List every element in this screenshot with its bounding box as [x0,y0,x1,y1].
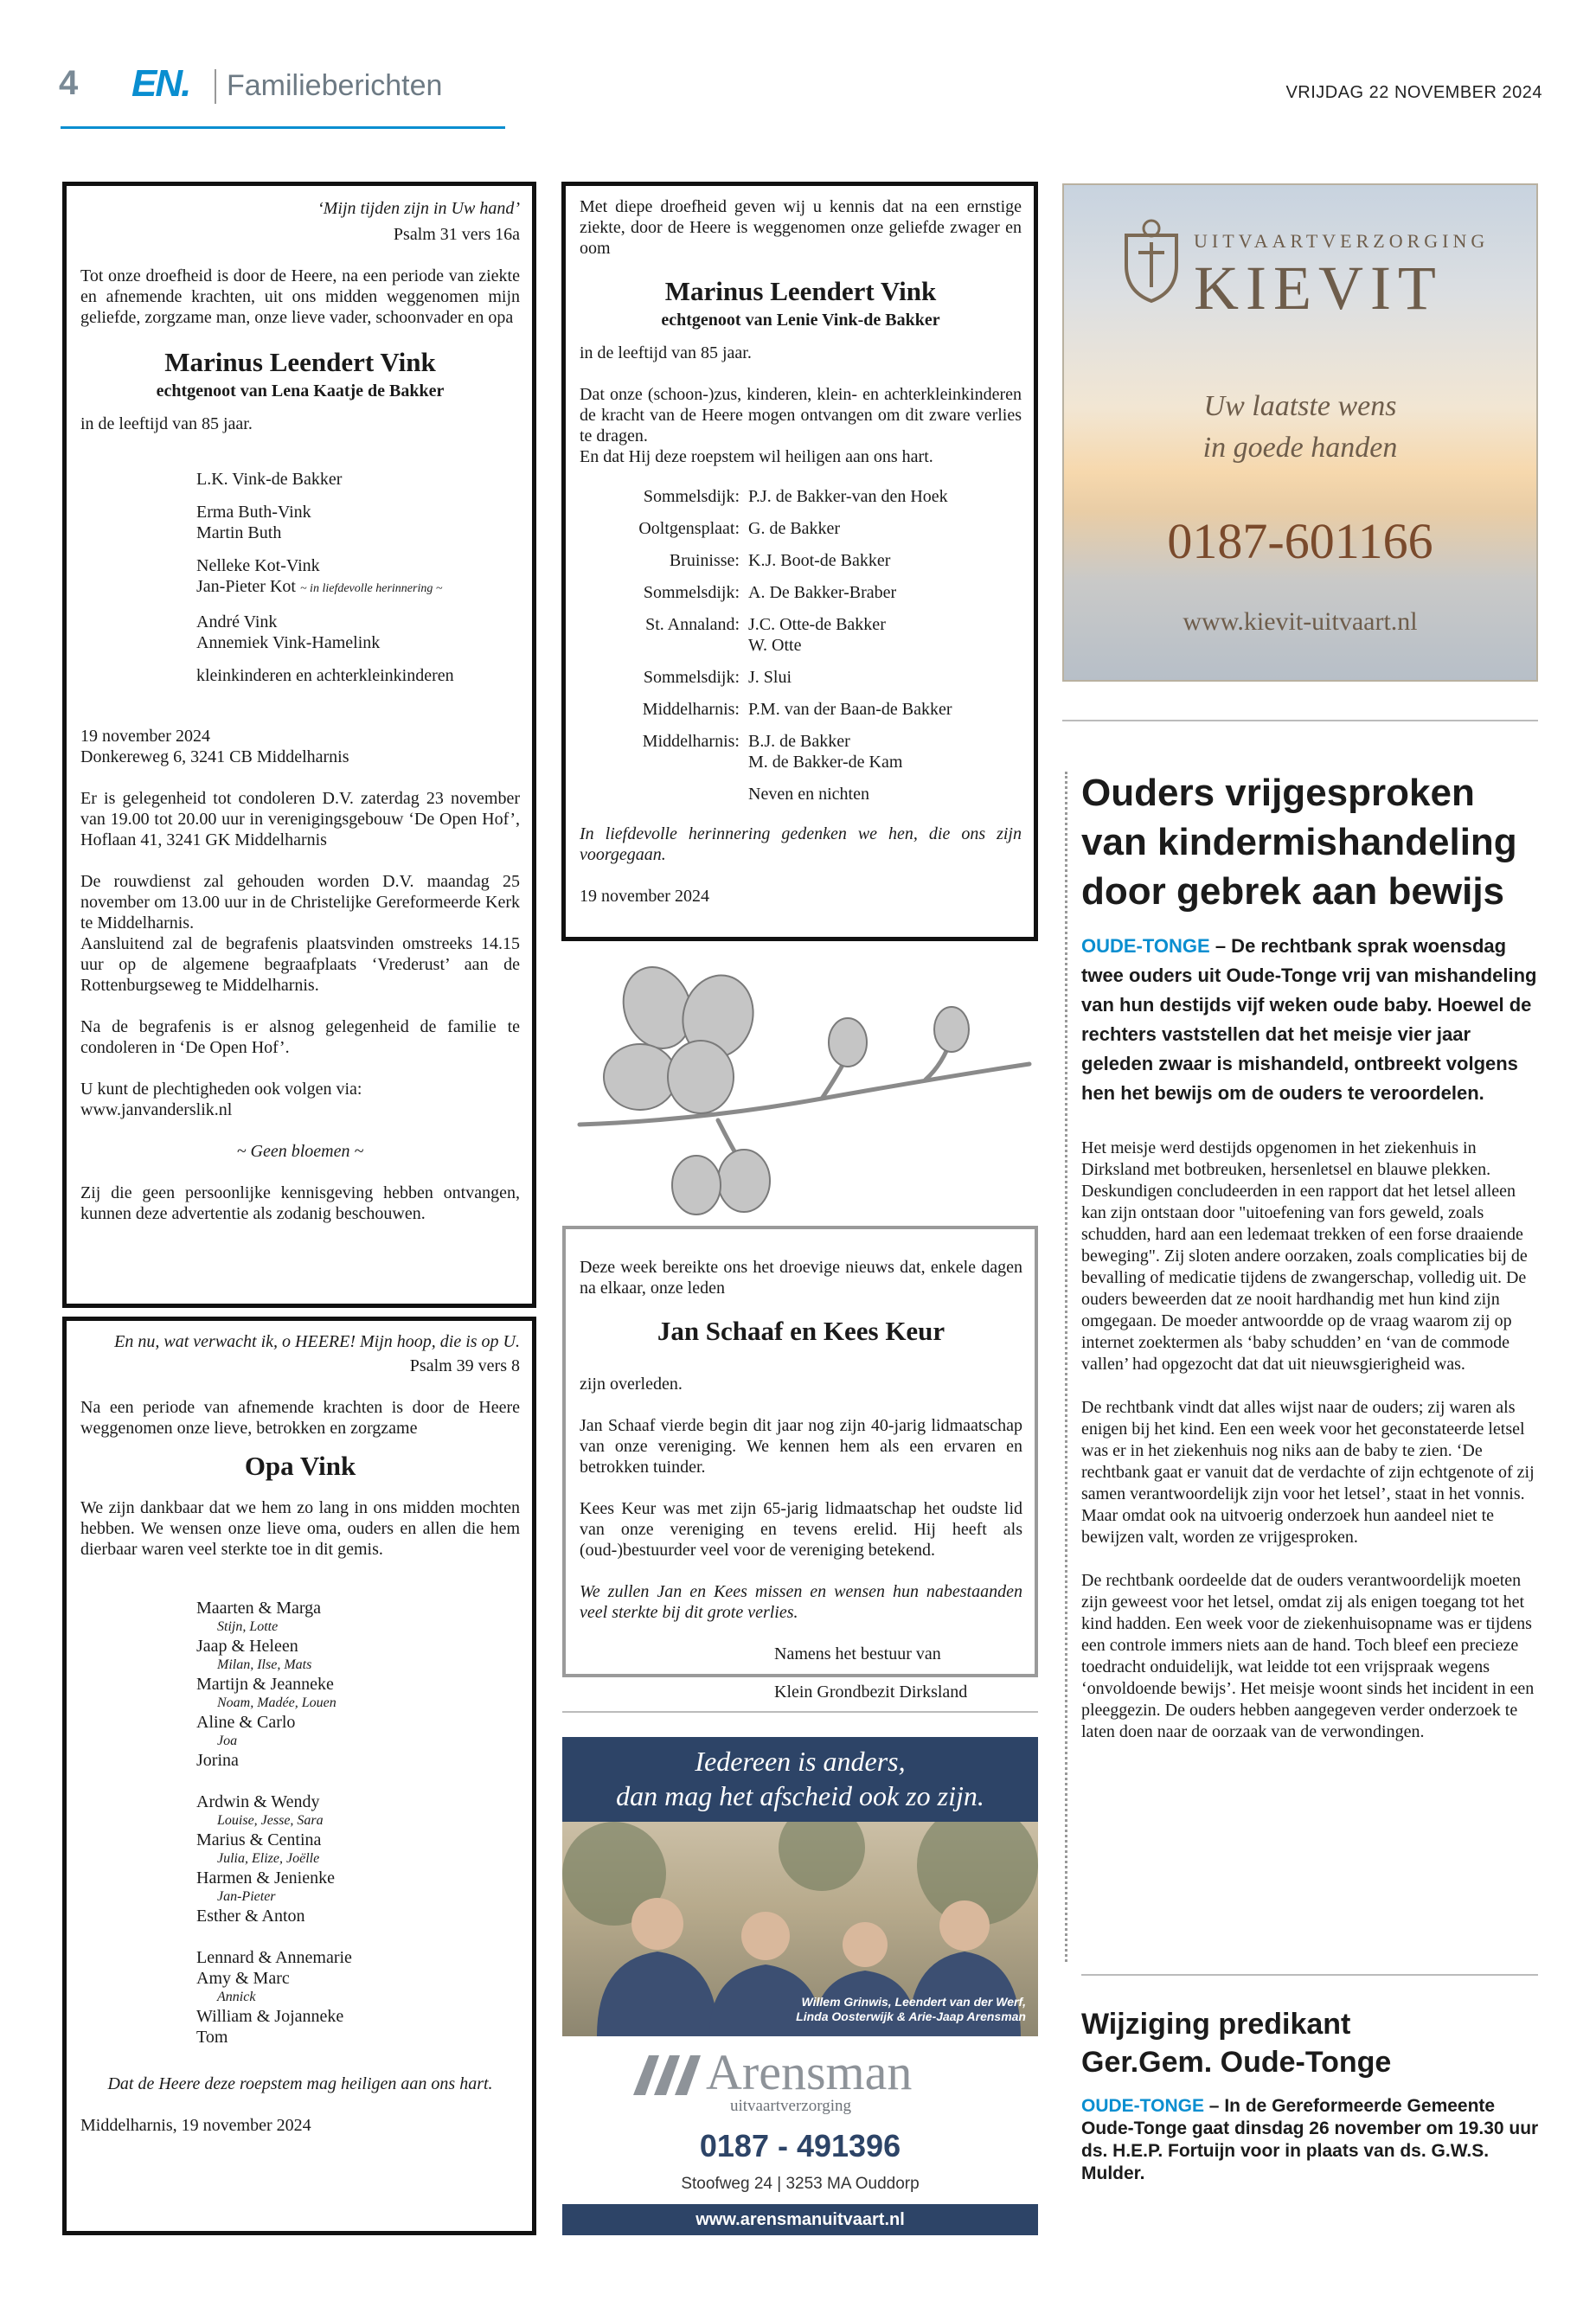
relative-name: G. de Bakker [748,519,841,538]
closing-note: Zij die geen persoonlijke kennisgeving hebben ontvangen, kunnen deze advertentie als zodanig beschouwen. [80,1183,520,1223]
relative-place: Bruinisse: [669,551,740,570]
relative-row [580,582,1022,603]
family-member: kleinkinderen en achterkleinkinderen [196,666,454,685]
news-article-predikant [1081,2005,1540,2185]
relative-row [580,486,1022,507]
death-notice-opa-vink [62,1317,536,2235]
leaf-shape [718,1150,770,1212]
article-side-rule [1065,772,1071,1962]
spouse-line: echtgenoot van Lenie Vink-de Bakker [661,311,940,330]
family-children: Noam, Madée, Louen [217,1695,337,1710]
crest-icon [1118,218,1185,304]
deceased-name: Marinus Leendert Vink [664,276,937,306]
psalm-reference: Psalm 31 vers 16a [393,225,520,244]
leaf-shape [604,1044,676,1110]
article-paragraph: De rechtbank oordeelde dat de ouders verantwoordelijk moeten zijn geweest voor het letsel, omdat zij als enigen toegang tot het kind hadden. Een week voor de ziekenhuisopname was er tijdens een controle immers niets aan de hand. Toch bleef een precieze toedracht onduidelijk, wat leidde tot een vrijspraak wegens ‘onvoldoende bewijs’. Het meisje woont sinds het incident in een pleeggezin. De ouders hebben aangegeven verder onderzoek te laten doen naar de oorzaak van de verwondingen. [1081,1571,1535,1741]
notice-intro: Na een periode van afnemende krachten is door de Heere weggenomen onze lieve, betrokken en zorgzame [80,1398,520,1438]
death-notice-de-bakker-family [561,182,1038,941]
family-couple: Esther & Anton [196,1907,305,1926]
page-number: 4 [59,64,79,102]
notice-date: 19 november 2024 [580,887,709,906]
divider [1081,1974,1538,1976]
death-notice-vink-family [62,182,536,1308]
divider [1062,720,1538,721]
article-paragraph: De rechtbank vindt dat alles wijst naar de ouders; zij waren als enigen bij het kind. Een een week voor het geconstateerde letsel was er in het ziekenhuis nog niks aan de baby te zien. ‘De rechtbank gaat er vanuit dat de verdachte of zijn echtgenote of zij samen verantwoordelijk zijn voor het letsel’, staat in het vonnis. Maar omdat ook na uitvoerig onderzoek hun aandeel niet te bewijzen valt, worden ze vrijgesproken. [1081,1398,1535,1547]
arensman-phone[interactable]: 0187 - 491396 [699,2128,901,2163]
article-lead [1081,932,1540,1108]
family-children: Stijn, Lotte [217,1619,279,1634]
signature-line: Namens het bestuur van [774,1644,941,1663]
arensman-address: Stoofweg 24 | 3253 MA Ouddorp [681,2175,920,2193]
arensman-brand-sub: uitvaartverzorging [730,2097,851,2115]
relative-row [580,518,1022,539]
family-couple: Marius & Centina [196,1830,322,1849]
relative-name: P.M. van der Baan-de Bakker [748,700,952,719]
passed-line: zijn overleden. [580,1375,683,1394]
spouse-line: echtgenoot van Lena Kaatje de Bakker [156,381,445,401]
relative-row [580,550,1022,571]
family-member: Erma Buth-Vink [196,503,311,522]
family-member: Jan-Pieter Kot [196,577,296,596]
family-list [196,469,520,686]
family-member-row [196,576,520,599]
lead-text: – De rechtbank sprak woensdag twee ouders uit Oude-Tonge vrij van mishandeling van hun destijds vijf weken oude baby. Hoewel de rechters vaststellen dat het meisje vier jaar geleden zwaar is mishandeld, ontbreekt volgens hen het bewijs om de ouders te veroordelen. [1081,935,1537,1104]
relative-name: M. de Bakker-de Kam [748,753,903,772]
newspaper-logo[interactable]: EN. [131,62,190,105]
arensman-logo-mark-icon [633,2054,702,2097]
livestream-intro: U kunt de plechtigheden ook volgen via: [80,1080,362,1099]
deceased-name: Opa Vink [244,1451,356,1481]
family-children: Louise, Jesse, Sara [217,1813,324,1828]
relative-row [580,731,1022,772]
relative-place [580,784,748,804]
family-couple: Jaap & Heleen [196,1637,298,1656]
arensman-brand: Arensman [706,2044,913,2100]
family-couple: Jorina [196,1751,239,1770]
arensman-slogan-bar [562,1737,1038,1822]
grandchildren-list [196,1598,520,2048]
home-address: Donkereweg 6, 3241 CB Middelharnis [80,747,349,766]
deceased-name: Marinus Leendert Vink [164,347,436,377]
article-paragraph: Het meisje werd destijds opgenomen in het ziekenhuis in Dirksland met botbreuken, hersenletsel en blauwe plekken. Deskundigen concludeerden in een rapport dat het letsel alleen kan zijn ontstaan door "uitoefening van fors geweld, zoals schudden, hard aan een ledemaat trekken of een forse draaiende beweging". Zij sloten andere oorzaken, zoals complicaties bij de bevalling of medicatie tijdens de zwangerschap, volledig uit. De ouders beweerden dat ze nooit hardhandig met hun kind zijn omgegaan. De moeder antwoordde op de vraag waarom zij op internet zoektermen als ‘baby schudden’ en ‘van de commode vallen’ had opgezocht dat dat uit nieuwsgierigheid was. [1081,1138,1528,1374]
section-title: Familieberichten [227,69,443,102]
relative-name: J. Slui [748,668,792,687]
family-children: Jan-Pieter [217,1889,276,1904]
family-couple: Harmen & Jenienke [196,1868,335,1888]
condolence-wish: We zullen Jan en Kees missen en wensen hun nabestaanden veel sterkte bij dit grote verlies. [580,1582,1022,1622]
leaf-shape [934,1007,969,1052]
article-headline [1081,768,1540,916]
burial-info: Aansluitend zal de begrafenis plaatsvinden omstreeks 14.15 uur op de algemene begraafplaats ‘Vrederust’ aan de Rottenburgseweg te Middelharnis. [80,934,520,995]
relative-row [580,784,1022,804]
news-article-acquittal [1081,768,1540,1765]
leaf-shape [672,1156,721,1215]
relative-name: J.C. Otte-de Bakker [748,615,886,634]
article-headline [1081,2005,1540,2081]
issue-date: VRIJDAG 22 NOVEMBER 2024 [1285,83,1542,102]
header-rule [61,126,505,129]
relative-name: B.J. de Bakker [748,732,850,751]
relative-row [580,614,1022,656]
association-notice-schaaf-keur [562,1226,1038,1702]
family-couple: Maarten & Marga [196,1599,322,1618]
kievit-slogan-line: in goede handen [1202,432,1398,464]
age-line: in de leeftijd van 85 jaar. [580,343,752,362]
leaf-shape [829,1018,867,1067]
age-line: in de leeftijd van 85 jaar. [80,414,253,433]
family-couple: Amy & Marc [196,1969,290,1988]
caption-line: Willem Grinwis, Leendert van der Werf, [801,1995,1026,2009]
arensman-slogan-line: Iedereen is anders, [695,1746,906,1777]
relative-place: Sommelsdijk: [643,668,740,687]
kievit-phone[interactable]: 0187-601166 [1167,513,1433,569]
relative-place: Middelharnis: [642,732,740,751]
relative-place: Sommelsdijk: [643,583,740,602]
relative-place: Ooltgensplaat: [638,519,740,538]
relative-name: Neven en nichten [748,785,869,804]
notice-intro: Deze week bereikte ons het droevige nieuws dat, enkele dagen na elkaar, onze leden [580,1258,1022,1298]
signature-org: Klein Grondbezit Dirksland [774,1682,968,1702]
relative-name: P.J. de Bakker-van den Hoek [748,487,948,506]
relatives-list [580,486,1022,804]
arensman-slogan-line: dan mag het afscheid ook zo zijn. [616,1780,984,1811]
funeral-service-info: De rouwdienst zal gehouden worden D.V. maandag 25 november om 13.00 uur in de Christelijke Gereformeerde Kerk te Middelharnis. [80,872,520,933]
headline-line: Ger.Gem. Oude-Tonge [1081,2046,1392,2079]
relative-name: A. De Bakker-Braber [748,583,897,602]
notice-intro: Tot onze droefheid is door de Heere, na een periode van ziekte en afnemende krachten, uit ons midden weggenomen mijn geliefde, zorgzame man, onze lieve vader, schoonvader en opa [80,266,520,327]
notice-text: Dat onze (schoon-)zus, kinderen, klein- en achterkleinkinderen de kracht van de Heere mogen ontvangen om dit zware verlies te dragen. [580,385,1022,445]
family-couple: Aline & Carlo [196,1713,296,1732]
livestream-link[interactable]: www.janvanderslik.nl [80,1100,233,1119]
header-divider [215,69,216,104]
relative-name: K.J. Boot-de Bakker [748,551,891,570]
relative-row [580,699,1022,720]
notice-intro: Met diepe droefheid geven wij u kennis dat na een ernstige ziekte, door de Heere is weggenomen onze geliefde zwager en oom [580,197,1022,258]
notice-text: En dat Hij deze roepstem wil heiligen aan ons hart. [580,447,933,466]
family-couple: Tom [196,2028,228,2047]
bible-quote: ‘Mijn tijden zijn in Uw hand’ [317,199,520,218]
dateline-place: OUDE-TONGE [1081,935,1210,957]
family-member: L.K. Vink-de Bakker [196,470,343,489]
article-lead [1081,2095,1540,2185]
notice-date: 19 november 2024 [80,727,210,746]
family-couple: William & Jojanneke [196,2007,344,2026]
family-children: Annick [217,1990,256,2004]
headline-line: door gebrek aan bewijs [1081,870,1505,913]
relative-row [580,667,1022,688]
kievit-url[interactable]: www.kievit-uitvaart.nl [1183,607,1418,636]
kievit-brand: KIEVIT [1194,253,1443,323]
psalm-reference: Psalm 39 vers 8 [409,1356,520,1375]
kievit-tagline: UITVAARTVERZORGING [1194,230,1490,252]
family-children: Julia, Elize, Joëlle [217,1851,320,1866]
notice-text: We zijn dankbaar dat we hem zo lang in ons midden mochten hebben. We wensen onze lieve oma, ouders en allen die hem dierbaar waren veel sterkte toe in dit gemis. [80,1498,520,1559]
family-children: Milan, Ilse, Mats [217,1657,312,1672]
arensman-url[interactable]: www.arensmanuitvaart.nl [562,2204,1038,2235]
relative-place: Middelharnis: [642,700,740,719]
relative-place: St. Annaland: [645,615,740,634]
family-couple: Martijn & Jeanneke [196,1675,334,1694]
arensman-team-photo [562,1822,1038,2036]
photo-caption [796,1995,1026,2024]
family-member: Martin Buth [196,523,282,542]
kievit-slogan-line: Uw laatste wens [1203,390,1397,422]
headline-line: Ouders vrijgesproken [1081,772,1475,814]
deceased-names: Jan Schaaf en Kees Keur [657,1316,945,1346]
family-couple: Ardwin & Wendy [196,1792,320,1811]
relative-place: Sommelsdijk: [643,487,740,506]
arensman-funeral-ad[interactable] [562,1737,1038,2235]
kievit-funeral-ad[interactable] [1062,183,1538,682]
article-body [1081,1138,1540,1743]
relative-name: W. Otte [748,636,802,655]
bible-quote: En nu, wat verwacht ik, o HEERE! Mijn hoop, die is op U. [114,1332,520,1351]
branch-leaves-illustration [562,960,1038,1220]
dateline-place: OUDE-TONGE [1081,2096,1204,2116]
divider [562,1711,1038,1713]
family-member: André Vink [196,612,278,631]
tribute-jan-schaaf: Jan Schaaf vierde begin dit jaar nog zijn 40-jarig lidmaatschap van onze vereniging. We kennen hem als een ervaren en betrokken tuinder. [580,1416,1022,1477]
family-member: Nelleke Kot-Vink [196,556,320,575]
memory-note: ~ in liefdevolle herinnering ~ [299,582,443,595]
arensman-slogan [562,1737,1038,1813]
no-flowers-note: ~ Geen bloemen ~ [236,1142,364,1161]
family-member: Annemiek Vink-Hamelink [196,633,381,652]
leaf-shape [668,1041,734,1113]
place-date: Middelharnis, 19 november 2024 [80,2116,311,2135]
headline-line: van kindermishandeling [1081,821,1517,863]
condolence-info: Er is gelegenheid tot condoleren D.V. zaterdag 23 november van 19.00 tot 20.00 uur in verenigingsgebouw ‘De Open Hof’, Hoflaan 41, 3241 GK Middelharnis [80,789,520,849]
family-children: Joa [217,1734,238,1748]
family-couple: Lennard & Annemarie [196,1948,352,1967]
caption-line: Linda Oosterwijk & Arie-Jaap Arensman [796,2009,1026,2023]
closing-prayer: Dat de Heere deze roepstem mag heiligen aan ons hart. [107,2074,493,2093]
headline-line: Wijziging predikant [1081,2008,1351,2041]
kievit-slogan [1064,386,1536,469]
memory-line: In liefdevolle herinnering gedenken we hen, die ons zijn voorgegaan. [580,824,1022,864]
tribute-kees-keur: Kees Keur was met zijn 65-jarig lidmaatschap het oudste lid van onze vereniging en tevens erelid. Hij heeft als (oud-)bestuurder veel voor de vereniging betekend. [580,1499,1022,1560]
lead-text: – In de Gereformeerde Gemeente Oude-Tonge gaat dinsdag 26 november om 19.30 uur ds. H.E.P. Fortuijn voor in plaats van ds. G.W.S. Mulder. [1081,2096,1539,2183]
after-burial-info: Na de begrafenis is er alsnog gelegenheid de familie te condoleren in ‘De Open Hof’. [80,1017,520,1057]
